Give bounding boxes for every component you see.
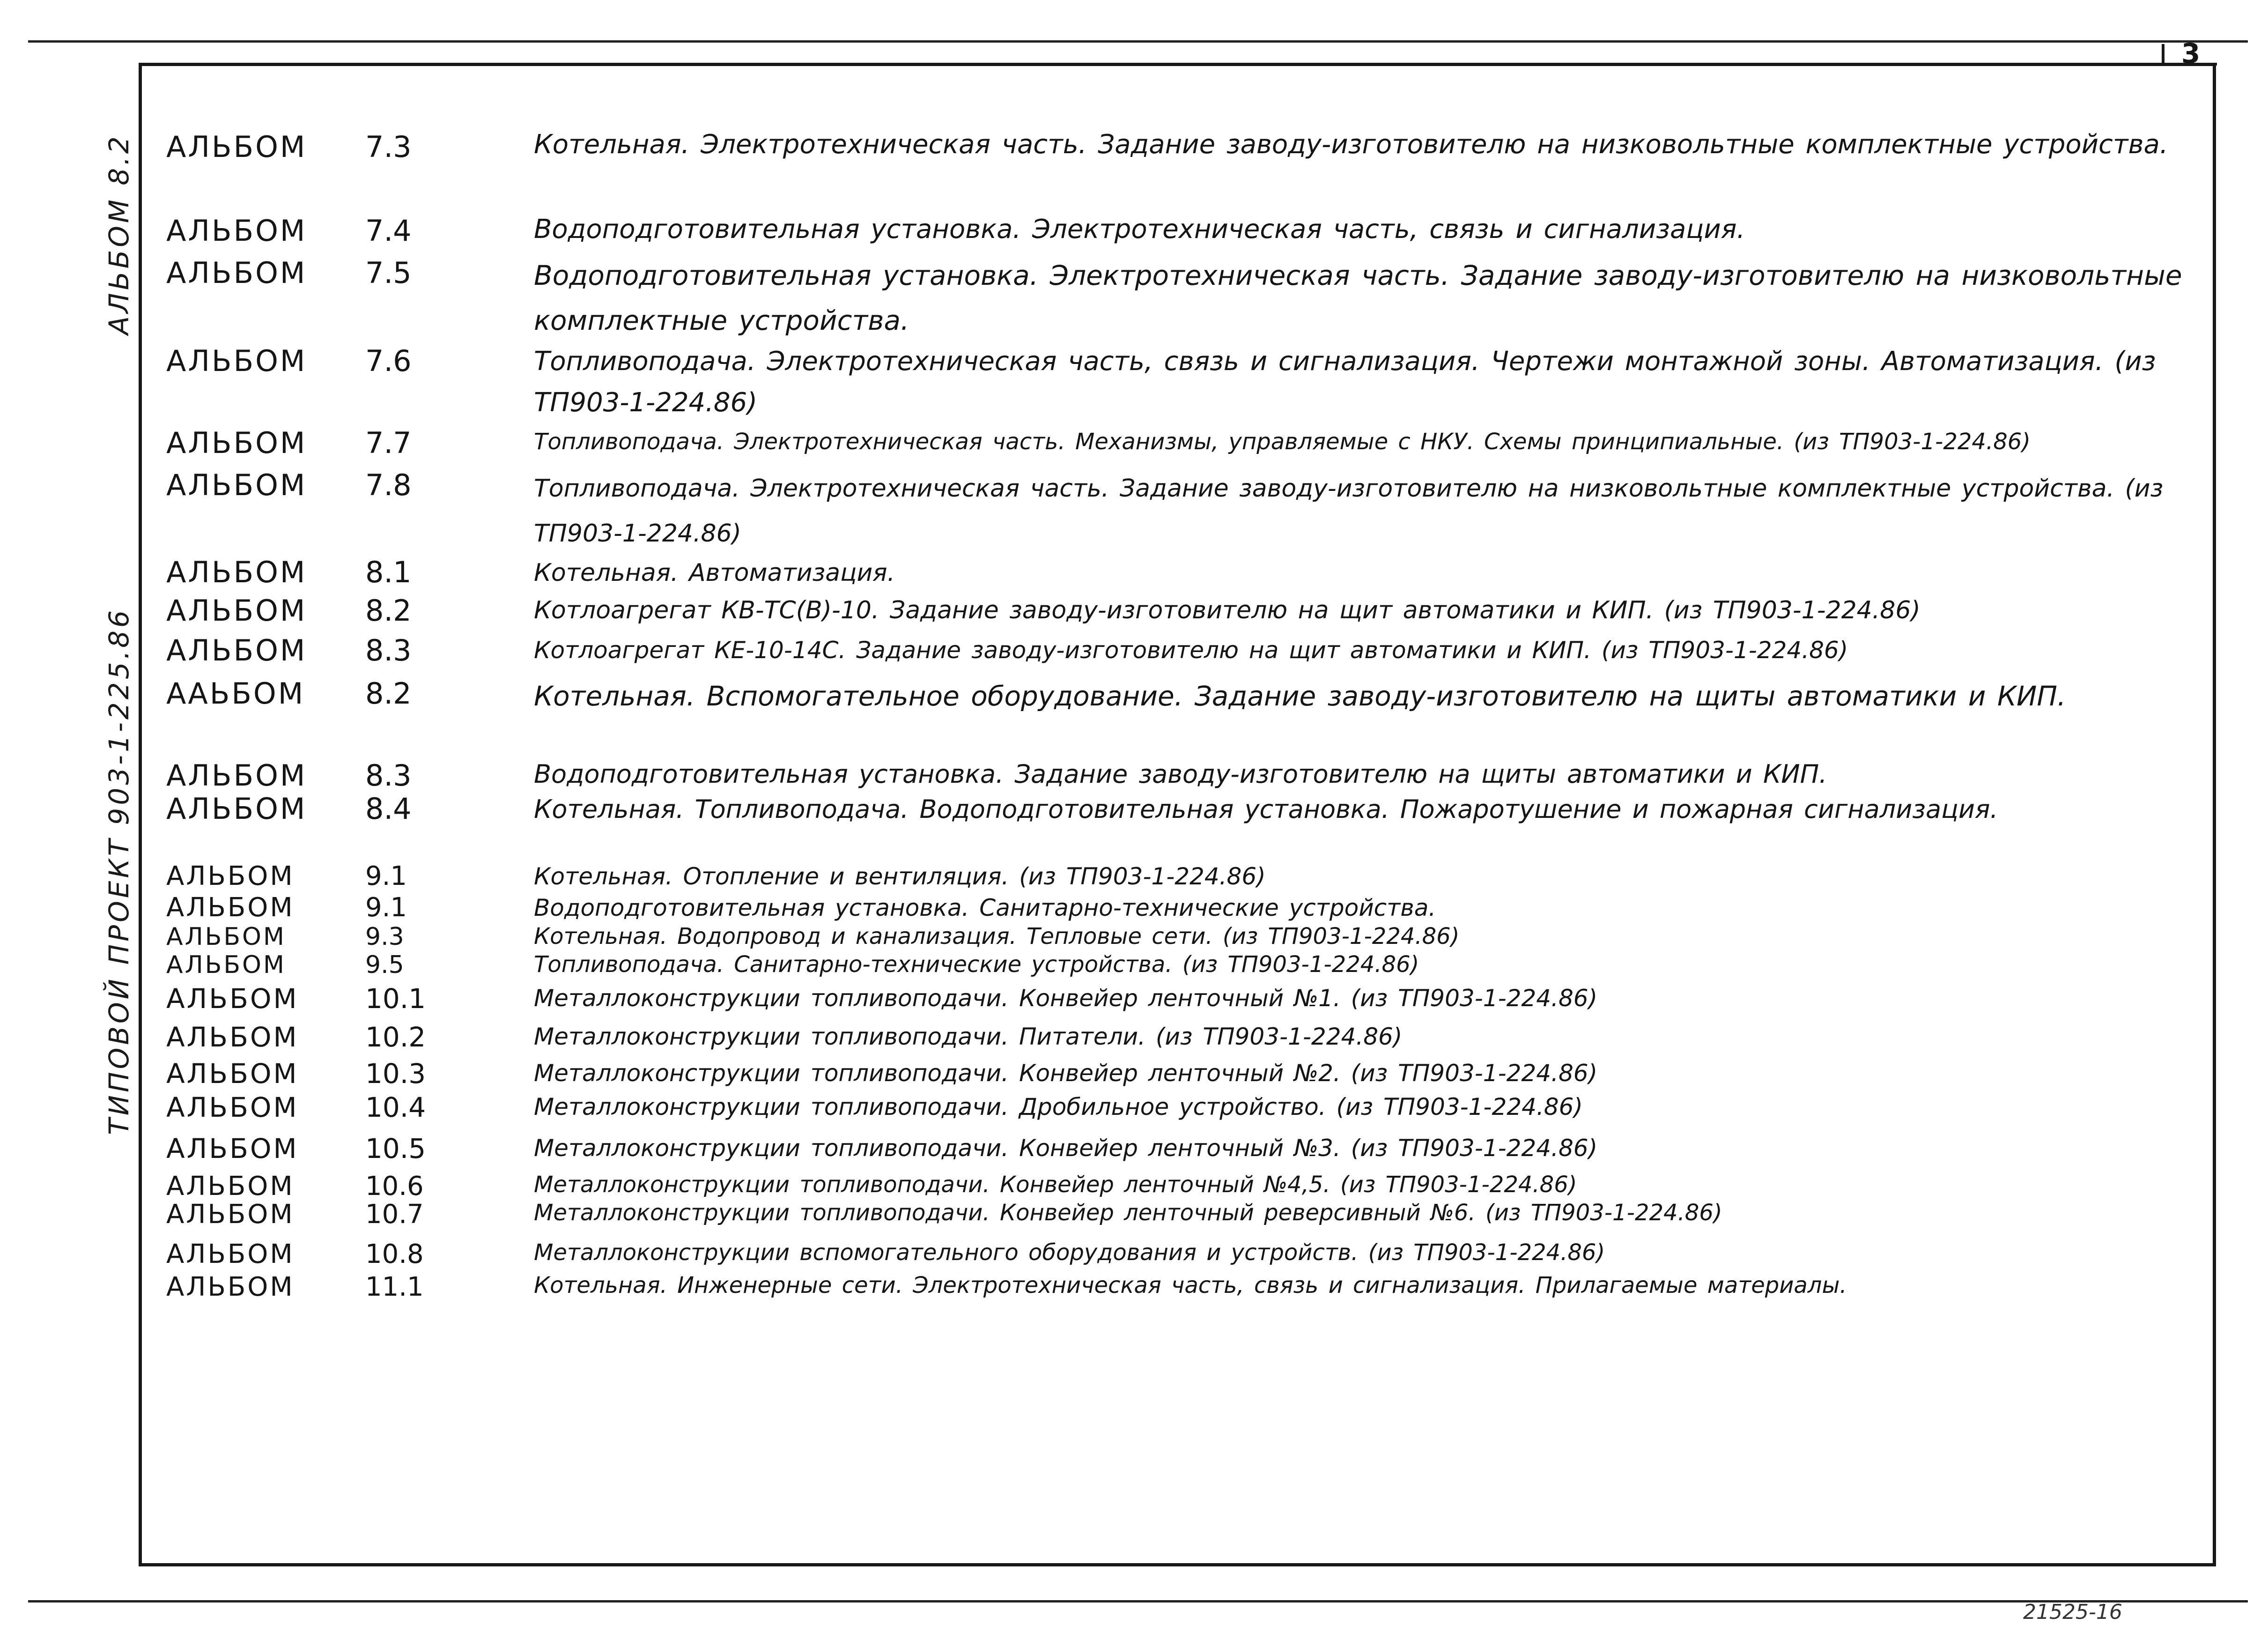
album-description: Котельная. Отопление и вентиляция. (из ТП903-1-224.86) [534,863,1266,890]
album-number: 7.8 [365,468,412,502]
album-label: АЛЬБОМ [166,983,299,1015]
album-label: АЛЬБОМ [166,130,307,164]
album-number: 9.5 [365,951,404,979]
album-description: Водоподготовительная установка. Задание заводу-изготовителю на щиты автоматики и КИП. [534,759,1827,789]
album-label: АЛЬБОМ [166,344,307,378]
album-label: АЛЬБОМ [166,1021,299,1053]
album-number: 7.5 [365,256,412,290]
album-number: 10.8 [365,1239,424,1269]
album-number: 8.3 [365,633,412,668]
album-label: АЛЬБОМ [166,1058,299,1090]
album-description: Топливоподача. Электротехническая часть. Задание заводу-изготовителю на низковольтные комплектные устройства. (из ТП903-1-224.86) [534,475,2164,548]
album-number: 10.3 [365,1058,426,1090]
album-label: АЛЬБОМ [166,1171,295,1202]
album-description: Топливоподача. Электротехническая часть, связь и сигнализация. Чертежи монтажной зоны. Автоматизация. (из ТП903-1-224.86) [534,346,2156,418]
album-description: Металлоконструкции топливоподачи. Конвейер ленточный реверсивный №6. (из ТП903-1-224.86) [534,1200,1722,1226]
album-number: 8.3 [365,758,412,793]
album-description: Котельная. Вспомогательное оборудование. Задание заводу-изготовителю на щиты автоматики и КИП. [534,680,2066,712]
album-label: АЛЬБОМ [166,426,307,460]
album-number: 8.2 [365,676,412,711]
album-description: Котельная. Водопровод и канализация. Тепловые сети. (из ТП903-1-224.86) [534,923,1460,950]
album-description: Котлоагрегат КВ-ТС(В)-10. Задание заводу-изготовителю на щит автоматики и КИП. (из ТП903-1-224.86) [534,596,1921,624]
album-label: АЛЬБОМ [166,633,307,668]
album-label: АЛЬБОМ [166,1199,295,1230]
album-description: Металлоконструкции топливоподачи. Конвейер ленточный №4,5. (из ТП903-1-224.86) [534,1172,1577,1198]
album-number: 7.4 [365,214,412,248]
album-number: 9.1 [365,861,407,891]
album-number: 10.5 [365,1133,426,1165]
album-label: АЛЬБОМ [166,1091,299,1123]
album-number: 9.3 [365,923,404,951]
album-number: 7.3 [365,130,412,164]
side-album-label: АЛЬБОМ 8.2 [103,134,135,335]
album-label: АЛЬБОМ [166,593,307,628]
bottom-code: 21525-16 [2023,1600,2122,1624]
album-number: 10.6 [365,1171,424,1202]
album-label: АЛЬБОМ [166,555,307,589]
album-number: 7.7 [365,426,412,460]
album-description: Водоподготовительная установка. Электротехническая часть. Задание заводу-изготовителю на низковольтные комплектные устройства. [534,260,2182,336]
album-number: 10.7 [365,1199,424,1230]
album-label: АЛЬБОМ [166,1133,299,1165]
album-description: Котельная. Автоматизация. [534,559,895,587]
album-label: АЛЬБОМ [166,861,295,891]
album-description: Котлоагрегат КЕ-10-14С. Задание заводу-изготовителю на щит автоматики и КИП. (из ТП903-1-224.86) [534,637,1848,664]
album-description: Водоподготовительная установка. Электротехническая часть, связь и сигнализация. [534,214,1745,245]
album-description: Металлоконструкции топливоподачи. Конвейер ленточный №2. (из ТП903-1-224.86) [534,1060,1598,1087]
album-description: Котельная. Топливоподача. Водоподготовительная установка. Пожаротушение и пожарная сигнализация. [534,794,1998,824]
album-description: Металлоконструкции топливоподачи. Питатели. (из ТП903-1-224.86) [534,1023,1403,1050]
album-label: АЛЬБОМ [166,256,307,290]
album-label: АЛЬБОМ [166,758,307,793]
album-number: 10.2 [365,1021,426,1053]
side-project-label: ТИПОВОЙ ПРОЕКТ 903-1-225.86 [103,608,135,1135]
album-description: Металлоконструкции вспомогательного оборудования и устройств. (из ТП903-1-224.86) [534,1239,1605,1266]
album-label: АЛЬБОМ [166,468,307,502]
album-description: Водоподготовительная установка. Санитарно-технические устройства. [534,894,1436,921]
album-number: 8.1 [365,555,412,589]
album-description: Котельная. Инженерные сети. Электротехническая часть, связь и сигнализация. Прилагаемые материалы. [534,1272,1847,1298]
album-number: 10.4 [365,1091,426,1123]
album-description: Топливоподача. Электротехническая часть. Механизмы, управляемые с НКУ. Схемы принципиальные. (из ТП903-1-224.86) [534,429,2031,455]
album-label: АЛЬБОМ [166,1272,295,1302]
album-label: АЛЬБОМ [166,892,295,923]
album-number: 8.4 [365,792,412,826]
album-number: 11.1 [365,1272,424,1302]
album-label: АЛЬБОМ [166,923,286,951]
album-description: Металлоконструкции топливоподачи. Конвейер ленточный №3. (из ТП903-1-224.86) [534,1135,1598,1162]
page-number: 3 [2162,44,2217,66]
album-number: 10.1 [365,983,426,1015]
album-label: АЛЬБОМ [166,792,307,826]
album-number: 9.1 [365,892,407,923]
album-description: Металлоконструкции топливоподачи. Дробильное устройство. (из ТП903-1-224.86) [534,1093,1583,1120]
album-description: Металлоконструкции топливоподачи. Конвейер ленточный №1. (из ТП903-1-224.86) [534,985,1598,1012]
album-label: АЛЬБОМ [166,1239,295,1269]
album-label: ААЬБОМ [166,676,305,711]
album-label: АЛЬБОМ [166,214,307,248]
album-description: Топливоподача. Санитарно-технические устройства. (из ТП903-1-224.86) [534,951,1419,978]
album-label: АЛЬБОМ [166,951,286,979]
album-description: Котельная. Электротехническая часть. Задание заводу-изготовителю на низковольтные комплектные устройства. [534,129,2168,160]
album-number: 8.2 [365,593,412,628]
album-number: 7.6 [365,344,412,378]
